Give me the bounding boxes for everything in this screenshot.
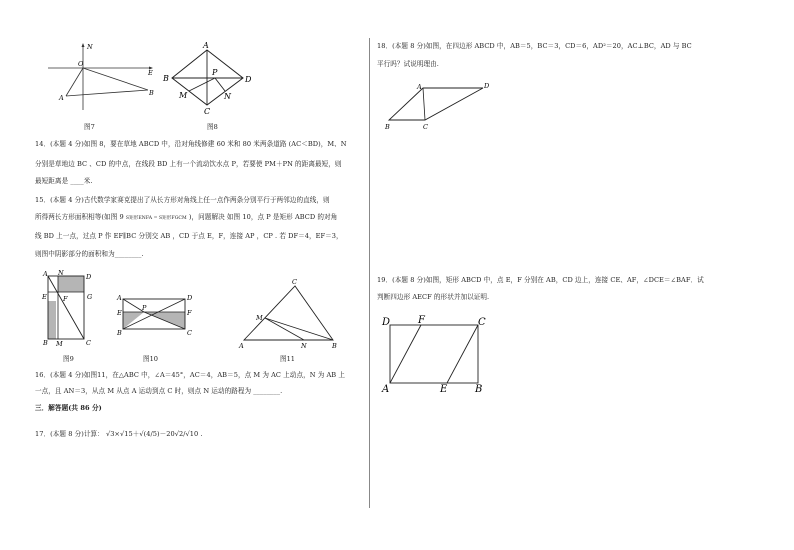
fig10-label-P: P [142,304,147,312]
fig11-label-B: B [332,342,337,350]
fig9-label-B: B [43,339,48,347]
q17-prefix: 17．(本题 8 分)计算： [35,430,104,438]
figure-11 [236,276,344,352]
fig8-label-P: P [212,68,218,77]
fig7-label-A: A [59,94,64,102]
fig11-label-N: N [301,342,307,350]
q19-label-F: F [418,315,425,326]
fig10-label-F: F [187,309,192,317]
q15-line-2b: )，问题解决 如图 10，点 P 是矩形 ABCD 的对角 [188,213,338,221]
q15-line-2a: 所得两长方形面积相等(如图 9 [35,213,124,221]
q19-figure [378,308,498,394]
fig8-label-B: B [163,74,169,83]
q15-line-2 [35,213,337,223]
fig10-label-C: C [187,329,192,337]
fig9-shaded-top-right [58,276,84,292]
q19-line-2: 判断四边形 AECF 的形状并加以证明. [377,293,490,301]
fig11-caption: 图11 [280,355,295,363]
q19-label-D: D [382,317,391,328]
q17-expression: √3×√15＋√(4/5)－20√2/√10 . [105,430,203,438]
fig9-caption: 图9 [63,355,74,363]
fig8-segment-PN [215,78,225,91]
q14-line-1: 14．(本题 4 分)如图 8，要在草地 ABCD 中，沿对角线修建 60 米和 80 米两条道路 (AC＜BD)，M、N [35,140,347,148]
q19-label-E: E [440,384,448,395]
fig9-label-N: N [58,269,64,277]
figure-7 [40,40,170,115]
q18-label-D: D [484,82,490,90]
fig8-label-D: D [245,75,252,84]
fig11-segment-MB [265,318,333,340]
section-3-heading: 三．解答题(共 86 分) [35,404,102,412]
figure-9 [36,268,106,350]
column-divider [369,38,370,508]
q14-line-3: 最短距离是 ____米. [35,177,93,185]
fig10-label-D: D [187,294,193,302]
fig9-shaded-bottom-left [48,301,56,339]
q15-line-4: 则图中阴影部分的面积和为________. [35,250,144,258]
fig7-caption: 图7 [84,123,95,131]
q14-line-2: 分别是草地边 BC 、CD 的中点，在线段 BD 上有一个流动饮水点 P，若要使 PM＋PN 的距离最短，则 [35,160,342,168]
q18-label-C: C [423,123,428,131]
fig9-label-D: D [86,273,92,281]
fig7-line-OA [66,68,83,96]
fig8-caption: 图8 [207,123,218,131]
fig7-label-E: E [148,69,153,77]
fig9-label-F: F [63,295,68,303]
fig7-line-AB [66,90,148,96]
fig8-label-A: A [203,41,209,50]
fig9-label-C: C [86,339,91,347]
figure-8 [160,40,260,118]
fig9-label-G: G [87,293,93,301]
q19-segment-AF [390,325,421,383]
q15-line-3: 线 BD 上一点，过点 P 作 EF∥BC 分别交 AB ，CD 于点 E，F，连接 AP ，CP . 若 DF＝4，EF＝3， [35,232,343,240]
fig7-label-N: N [87,43,93,51]
q18-label-A: A [417,83,422,91]
q19-line-1: 19．(本题 8 分)如图，矩形 ABCD 中，点 E，F 分别在 AB，CD 边上，连接 CE、AF，∠DCE＝∠BAF．试 [377,276,704,284]
q17 [35,430,203,439]
fig11-triangle [244,286,333,340]
fig10-label-E: E [117,309,122,317]
fig8-label-C: C [204,107,211,116]
fig10-caption: 图10 [143,355,158,363]
q18-diagonal-AC [423,88,425,120]
fig11-label-A: A [239,342,244,350]
q18-line-2: 平行吗？试说明理由. [377,60,439,68]
fig8-label-N: N [224,92,231,101]
fig7-label-B: B [149,89,154,97]
q15-line-1: 15．(本题 4 分)古代数学家赛克提出了从长方形对角线上任一点作两条分别平行于两邻边的直线，则 [35,196,330,204]
q19-label-A: A [382,384,390,395]
fig10-line-AP [123,299,144,312]
q18-label-B: B [385,123,390,131]
q18-quadrilateral [389,88,483,120]
q18-line-1: 18．(本题 8 分)如图，在四边形 ABCD 中，AB＝5，BC＝3，CD＝6，AD²＝20，AC⊥BC，AD 与 BC [377,42,692,50]
fig11-label-M: M [256,314,263,322]
q16-line-2: 一点，且 AN＝3，从点 M 从点 A 运动到点 C 时，则点 N 运动的路程为 ________. [35,387,283,395]
fig8-segment-PM [189,78,215,91]
fig9-label-E: E [42,293,47,301]
fig7-line-OB [83,68,148,90]
q19-label-B: B [475,384,483,395]
q19-rectangle [390,325,478,383]
fig10-label-B: B [117,329,122,337]
q19-label-C: C [478,317,486,328]
fig9-label-A: A [43,270,48,278]
fig11-label-C: C [292,278,297,286]
fig7-label-O: O [78,60,84,68]
q15-area-formula: S矩形ENFA = S矩形FGCM [125,216,187,221]
fig9-label-M: M [56,340,63,348]
q16-line-1: 16．(本题 4 分)如图11，在△ABC 中，∠A＝45°，AC＝4，AB＝5，点 M 为 AC 上动点，N 为 AB 上 [35,371,345,379]
q19-segment-CE [447,325,478,383]
figure-10 [114,292,196,342]
q18-figure [380,78,495,138]
fig10-label-A: A [117,294,122,302]
fig8-label-M: M [179,91,188,100]
